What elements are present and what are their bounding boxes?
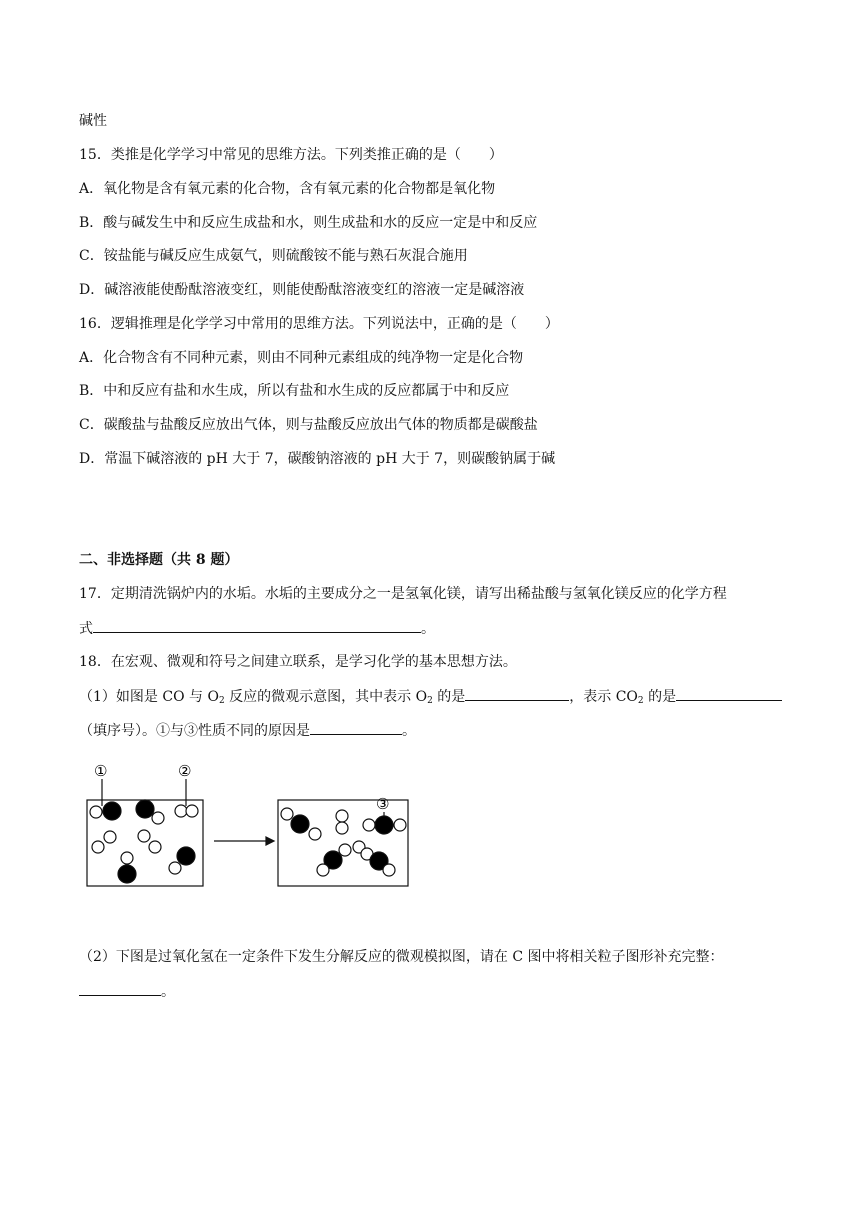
- o-atom: [92, 841, 104, 853]
- o-atom: [149, 841, 161, 853]
- arrow-head: [266, 837, 274, 845]
- o-atom: [186, 805, 198, 817]
- answer-blank: [93, 618, 421, 633]
- q18-text: 的是: [643, 689, 677, 705]
- c-atom: [103, 802, 121, 820]
- reaction-micro-diagram: [80, 758, 420, 893]
- q18-text: （1）如图是 CO 与 O: [79, 689, 219, 705]
- o-atom: [104, 831, 116, 843]
- c-atom: [177, 847, 195, 865]
- o-atom: [175, 805, 187, 817]
- o-atom: [169, 862, 181, 874]
- subscript: 2: [218, 696, 225, 706]
- q16-option-b: B．中和反应有盐和水生成，所以有盐和水生成的反应都属于中和反应: [79, 383, 510, 399]
- q18-text: 。: [161, 984, 175, 1000]
- o-atom: [339, 844, 351, 856]
- question-17-answer-line: [79, 618, 435, 639]
- o-atom: [336, 822, 348, 834]
- c-atom: [118, 865, 136, 883]
- q17-prefix: 式: [79, 621, 93, 637]
- q15-option-a: A．氧化物是含有氧元素的化合物，含有氧元素的化合物都是氧化物: [79, 181, 496, 197]
- q15-option-d: D．碱溶液能使酚酞溶液变红，则能使酚酞溶液变红的溶液一定是碱溶液: [79, 282, 525, 298]
- o-atom: [281, 808, 293, 820]
- c-atom: [291, 815, 309, 833]
- q18-text: 反应的微观示意图，其中表示 O: [224, 689, 428, 705]
- q17-suffix: 。: [421, 621, 435, 637]
- label-2: ②: [178, 762, 192, 780]
- answer-blank: [310, 720, 402, 735]
- o-atom: [363, 819, 375, 831]
- o-atom: [394, 819, 406, 831]
- subscript: 2: [427, 696, 433, 706]
- question-17: 17．定期清洗锅炉内的水垢。水垢的主要成分之一是氢氧化镁，请写出稀盐酸与氢氧化镁反应的化学方程: [79, 586, 727, 602]
- label-3: ③: [376, 795, 390, 813]
- answer-blank: [79, 981, 161, 996]
- o-atom: [309, 828, 321, 840]
- o-atom: [152, 812, 164, 824]
- q16-option-d: D．常温下碱溶液的 pH 大于 7，碳酸钠溶液的 pH 大于 7，则碳酸钠属于碱: [79, 451, 556, 467]
- q18-text: （填序号）。①与③性质不同的原因是: [79, 723, 310, 739]
- o-atom: [336, 810, 348, 822]
- c-atom: [375, 816, 393, 834]
- q16-option-c: C．碳酸盐与盐酸反应放出气体，则与盐酸反应放出气体的物质都是碳酸盐: [79, 417, 538, 433]
- text-line-continuation: 碱性: [79, 113, 107, 129]
- answer-blank: [465, 686, 569, 701]
- question-18: 18．在宏观、微观和符号之间建立联系，是学习化学的基本思想方法。: [79, 654, 517, 670]
- q18-text: 的是: [432, 689, 466, 705]
- label-1: ①: [94, 762, 108, 780]
- o-atom: [317, 864, 329, 876]
- q18-text: ，表示 CO: [569, 689, 638, 705]
- q15-option-c: C．铵盐能与碱反应生成氨气，则硫酸铵不能与熟石灰混合施用: [79, 248, 468, 264]
- answer-blank: [676, 686, 782, 701]
- question-15: 15．类推是化学学习中常见的思维方法。下列类推正确的是（ ）: [79, 147, 503, 163]
- o-atom: [138, 830, 150, 842]
- q18-part1-line2: [79, 720, 416, 741]
- q15-option-b: B．酸与碱发生中和反应生成盐和水，则生成盐和水的反应一定是中和反应: [79, 215, 538, 231]
- o-atom: [383, 864, 395, 876]
- o-atom: [121, 852, 133, 864]
- q16-option-a: A．化合物含有不同种元素，则由不同种元素组成的纯净物一定是化合物: [79, 350, 524, 366]
- c-atom: [136, 800, 154, 818]
- q18-part1-line1: [79, 686, 782, 707]
- question-16: 16．逻辑推理是化学学习中常用的思维方法。下列说法中，正确的是（ ）: [79, 316, 559, 332]
- subscript: 2: [637, 696, 644, 706]
- q18-text: 。: [402, 723, 416, 739]
- q18-part2-answer-line: [79, 981, 175, 1002]
- o-atom: [90, 806, 102, 818]
- q18-part2: （2）下图是过氧化氢在一定条件下发生分解反应的微观模拟图，请在 C 图中将相关粒子图形补充完整：: [79, 949, 724, 965]
- section-heading: 二、非选择题（共 8 题）: [79, 552, 239, 568]
